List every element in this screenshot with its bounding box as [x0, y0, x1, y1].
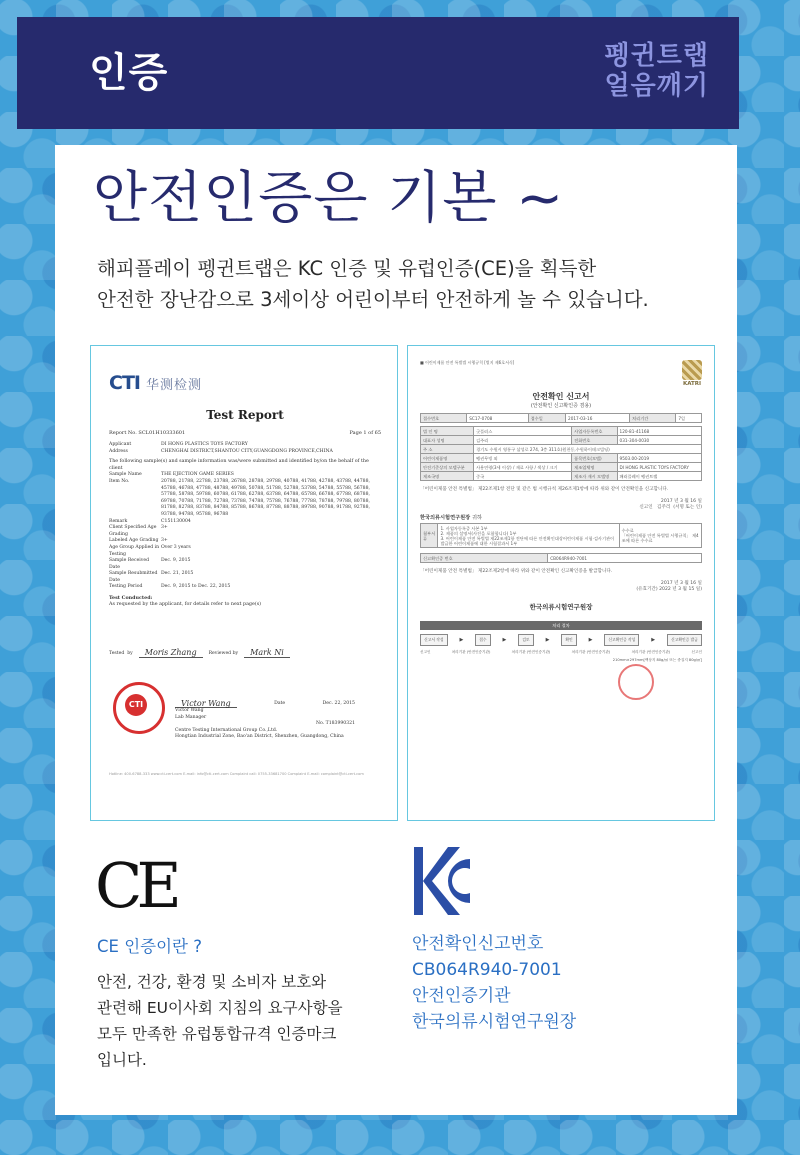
field-value: CHENGHAI DISTRICT,SHANTOU CITY,GUANGDONG PROVINCE,CHINA: [161, 448, 333, 454]
content-panel: [55, 145, 737, 1115]
addressee-line: [420, 514, 702, 521]
ce-description: [97, 969, 377, 1073]
table-row: [421, 454, 702, 463]
field-key: Applicant: [109, 442, 132, 447]
kc-report-number: CB064R940-7001: [412, 960, 562, 980]
fee-label: 수수료: [621, 528, 634, 533]
receipt-label: 접수번호: [421, 414, 467, 423]
row-label-2: 사업자등록번호: [572, 427, 617, 436]
sample-field: [109, 479, 381, 519]
main-heading: 안전인증은 기본 ~: [93, 166, 565, 231]
report-footer: Hotline: 400-6788-333 www.cti-cert.com E-mail: info@cti-cert.com Complaint call: 0755-33681700 Complaint E-mail: complaint@cti-cert.com: [109, 772, 364, 776]
field-key: Client Specified Age Grading: [109, 525, 157, 537]
table-row: [421, 463, 702, 472]
row-value: 김주리: [474, 436, 572, 445]
confirm-date: 2017 년 3 월 16 일: [660, 581, 702, 586]
kc-label-report-number: 안전확인신고번호: [412, 934, 544, 954]
ce-desc-line-2: 관련해 EU이사회 지침의 요구사항을: [97, 999, 343, 1017]
paper-note: 210mm×297mm[백상지 80g/㎡ 또는 중질지 80g/㎡]: [612, 658, 702, 662]
report-number: SCL01H10333601: [138, 430, 186, 436]
field-key: Age Group Applied in Testing: [109, 544, 160, 557]
cti-stamp-seal: [113, 682, 165, 734]
tester-signature: Moris Zhang: [139, 648, 203, 658]
arrow-right-icon: ▶: [502, 637, 507, 643]
field-value: Dec. 9, 2015 to Dec. 22, 2015: [161, 584, 231, 590]
kc-agency: 한국의류시험연구원장: [412, 1012, 577, 1032]
tested-label: Tested: [109, 650, 125, 656]
period-value: 7일: [676, 414, 702, 423]
sign-note: (서명 또는 인): [673, 505, 702, 510]
arrow-right-icon: ▶: [588, 637, 593, 643]
form-subtitle: (안전확인 신고확인증 겸용): [530, 403, 592, 409]
date-label: Date: [274, 701, 286, 706]
field-value: 3+: [161, 538, 168, 544]
row-value: 사용연령(3세 이상) / 재료 사항 / 색상 / 크기: [474, 463, 572, 472]
row-label-2: 제조자 재시 모델명: [572, 472, 617, 481]
company-address: Hongtian Industrial Zone, Bao'an District, Shenzhen, Guangdong, China: [175, 734, 344, 740]
katri-emblem-icon: [682, 360, 702, 380]
sample-field: [109, 538, 381, 545]
safety-confirmation-document: [407, 345, 715, 821]
approval-date: Dec. 22, 2015: [322, 701, 355, 706]
brand-line-2: 얼음깨기: [604, 71, 709, 101]
intro-line-1: 해피플레이 펭귄트랩은 KC 인증 및 유럽인증(CE)을 획득한: [97, 257, 597, 280]
cti-logo-chinese: 华测检测: [145, 377, 202, 393]
report-field: [109, 442, 381, 449]
fee-cell: [619, 524, 701, 548]
kc-info: [412, 931, 576, 1035]
receipt-date-label: 접수일: [528, 414, 565, 423]
field-value: DI HONG PLASTICS TOYS FACTORY: [161, 442, 248, 447]
signature-row: [109, 648, 381, 658]
approver-title: Lab Manager: [175, 714, 207, 720]
row-label: 대표자 성명: [421, 436, 474, 445]
certificate-number-table: [420, 553, 702, 563]
declaration-table: [420, 426, 702, 481]
kc-mark-icon: [412, 845, 472, 917]
flow-step: 접수: [475, 634, 490, 646]
safety-form-body: [420, 360, 702, 663]
period-label: 처리기간: [630, 414, 676, 423]
arrow-right-icon: ▶: [459, 637, 464, 643]
reviewer-signature: Mark Ni: [244, 648, 290, 658]
row-value-2: 9503.00-2019: [617, 454, 701, 463]
report-number-row: [109, 430, 381, 436]
flow-sub: 신고인: [691, 650, 702, 654]
test-report-document: [90, 345, 398, 821]
flow-sub: 처리기관 (안전인증기관): [511, 650, 551, 654]
field-value: THE EJECTION GAME SERIES: [161, 472, 234, 478]
flow-sub: 처리기관 (안전인증기관): [571, 650, 611, 654]
field-key: Sample Resubmitted Date: [109, 571, 158, 583]
page-header: [17, 17, 739, 129]
row-value: 경기도 수원시 영통구 삼성로 274, 3층 311호(원천동,수원하이테크빌딩): [474, 445, 702, 454]
receipt-no: SC17-0708: [467, 414, 528, 423]
sample-field: [109, 571, 381, 584]
attachments-table: [420, 523, 702, 548]
issuer: 한국의류시험연구원장: [529, 603, 593, 611]
ce-desc-line-4: 입니다.: [97, 1051, 147, 1069]
row-label-2: 품목번호(모델): [572, 454, 617, 463]
intro-text: [97, 253, 717, 315]
report-number-label: Report No.: [109, 430, 137, 436]
row-value-2: DI HONG PLASTIC TOYS FACTORY: [617, 463, 701, 472]
declarant-line: [420, 504, 702, 510]
arrow-right-icon: ▶: [651, 637, 656, 643]
flow-sub: 신고인: [420, 650, 431, 654]
report-title: Test Report: [206, 408, 284, 422]
field-key: Labeled Age Grading: [109, 538, 159, 544]
receipt-table: [420, 413, 702, 423]
confirm-text: 「어린이제품 안전 특별법」 제22조제2항에 따라 위와 같이 안전확인 신고확인증을 발급합니다.: [420, 569, 613, 574]
brand-line-1: 펭귄트랩: [604, 41, 709, 71]
katri-logo: [682, 360, 702, 387]
fee-value: 「어린이제품 안전 특별법 시행규칙」 제4조에 따른 수수료: [621, 533, 699, 543]
flow-step: 신고확인증 작성: [604, 634, 639, 646]
flow-sub: 처리기관 (안전인증기관): [631, 650, 671, 654]
issuing-company: Centre Testing International Group Co.,Ltd.: [175, 727, 278, 733]
row-label: 주 소: [421, 445, 474, 454]
row-value-2: 패러플레이 펭귄트랩: [617, 472, 701, 481]
test-conducted-text: As requested by the applicant, for details refer to next page(s): [109, 601, 262, 607]
cert-no: CB064R940-7001: [548, 554, 702, 563]
ce-desc-line-3: 모두 만족한 유럽통합규격 인증마크: [97, 1025, 337, 1043]
process-flow: [420, 634, 702, 646]
sample-field: [109, 545, 381, 558]
declaration-text: 「어린이제품 안전 특별법」 제22조제1항 전단 및 같은 법 시행규칙 제26조제1항에 따라 위와 같이 안전확인을 신고합니다.: [420, 487, 669, 492]
test-conducted-label: Test Conducted:: [109, 595, 153, 602]
flow-title: 처리 절차: [420, 621, 702, 630]
approval-block: [175, 701, 355, 740]
field-key: Testing Period: [109, 584, 143, 590]
row-label: 법 인 명: [421, 427, 474, 436]
intro-line-2: 안전한 장난감으로 3세이상 어린이부터 안전하게 놀 수 있습니다.: [97, 288, 649, 311]
attachment-item: 1. 사업자등록증 사본 1부: [440, 525, 488, 531]
attachment-item: 3. 어린이제품 안전 특별법 제22조제1항 전단에 따른 안전확인대상어린이제품 시험·검사기관이 발급한 어린이제품에 대한 시험결과서 1부: [440, 535, 615, 546]
field-value: Dec. 21, 2015: [161, 571, 194, 577]
test-report-body: [109, 372, 381, 658]
table-row: [421, 472, 702, 481]
field-value: C151130004: [161, 518, 191, 524]
row-value: 펭귄무빙 외: [474, 454, 572, 463]
section-title: 인증: [89, 50, 169, 96]
sample-field: [109, 558, 381, 571]
sample-field: [109, 525, 381, 538]
field-value: 3+: [161, 525, 168, 531]
table-row: [421, 445, 702, 454]
ce-mark-logo: CE: [95, 849, 176, 922]
field-key: Address: [109, 448, 128, 454]
kc-label-agency: 안전인증기관: [412, 986, 511, 1006]
sample-field: [109, 472, 381, 479]
receipt-date: 2017-03-16: [566, 414, 630, 423]
row-value: 중국: [474, 472, 572, 481]
field-key: Remark: [109, 518, 128, 524]
arrow-right-icon: ▶: [545, 637, 550, 643]
stamp-text: CTI: [125, 694, 147, 716]
table-row: [421, 427, 702, 436]
sample-field: [109, 584, 381, 591]
row-value-2: 031-304-0030: [617, 436, 701, 445]
row-label: 제조국명: [421, 472, 474, 481]
report-declaration: The following sample(s) and sample information was/were submitted and identified by/on the behalf of the client: [109, 459, 369, 471]
field-value: Dec. 9, 2015: [161, 558, 191, 564]
row-value: 굿플러스: [474, 427, 572, 436]
reviewed-label: Reviewed by: [208, 650, 239, 656]
declaration-date: 2017 년 3 월 16 일: [660, 499, 702, 504]
ce-question: CE 인증이란 ?: [97, 937, 202, 956]
valid-note: (유효기간) 2022 년 3 월 15 일): [636, 587, 702, 592]
flow-step: 검토: [518, 634, 533, 646]
addressee: 한국의류시험연구원장: [420, 515, 471, 521]
field-value: Over 3 years: [161, 544, 191, 550]
official-seal-icon: [618, 664, 654, 700]
brand-logo-text: [605, 41, 709, 101]
form-header: ■ 어린이제품 안전 특별법 시행규칙 [별지 제6호서식]: [420, 360, 515, 365]
approver-signature: Victor Wang: [175, 701, 237, 708]
flow-step: 확인: [561, 634, 576, 646]
addressee-suffix: 귀하: [471, 515, 482, 521]
approver-name: Victor Wang: [175, 708, 204, 714]
flow-step: 신고확인증 발급: [667, 634, 702, 646]
declarant-label: 신고인: [639, 505, 653, 510]
flow-step: 신고서 작성: [420, 634, 448, 646]
form-title: 안전확인 신고서: [532, 392, 590, 401]
tested-by-word: by: [127, 650, 133, 656]
katri-label: KATRI: [682, 381, 702, 387]
row-label: 어린이제품명: [421, 454, 474, 463]
attachments-label: 첨부서류: [421, 524, 438, 548]
flow-sub: 처리기관 (안전인증기관): [451, 650, 491, 654]
attachments-list: [438, 524, 619, 548]
ce-desc-line-1: 안전, 건강, 환경 및 소비자 보호와: [97, 973, 327, 991]
report-page: Page 1 of 65: [349, 430, 381, 436]
report-field: [109, 449, 381, 456]
certificate-number: No. T183990321: [316, 721, 355, 727]
declarant-name: 김주리: [657, 505, 671, 510]
cert-no-label: 신고확인증 번호: [421, 554, 548, 563]
row-label-2: 전화번호: [572, 436, 617, 445]
field-value: 20788, 21788, 22788, 23788, 26788, 28788, 29788, 40788, 41788, 42788, 43788, 44788, 45788, 46788, 47788, 48788, 49788, 50788, 51788, 52788, 53788, 54788, 55788, 56788, 57788, 58788, 59788, 60788, 61788, 62788, 63788, 64788, 65788, 66788, 67788, 68788, 69788, 70788, 71788, 72788, 73788, 74788, 75788, 76788, 77788, 78788, 79788, 80788, 81788, 82788, 83788, 84788, 85788, 86788, 87788, 88788, 89788, 90788, 91788, 92788, 93788, 94788, 95788, 96788: [161, 478, 370, 517]
row-label: 안전기준상의 모델구분: [421, 463, 474, 472]
row-label-2: 제조업체명: [572, 463, 617, 472]
field-key: Sample Received Date: [109, 558, 150, 570]
row-value-2: 120-81-41168: [617, 427, 701, 436]
field-key: Sample Name: [109, 472, 142, 478]
cti-logo-mark: CTI: [109, 372, 140, 394]
cti-logo: [109, 372, 381, 394]
attachment-item: 2. 제품의 설명서(사진을 포함합니다) 1부: [440, 530, 517, 536]
table-row: [421, 436, 702, 445]
field-key: Item No.: [109, 478, 130, 484]
process-flow-subs: [420, 650, 702, 655]
